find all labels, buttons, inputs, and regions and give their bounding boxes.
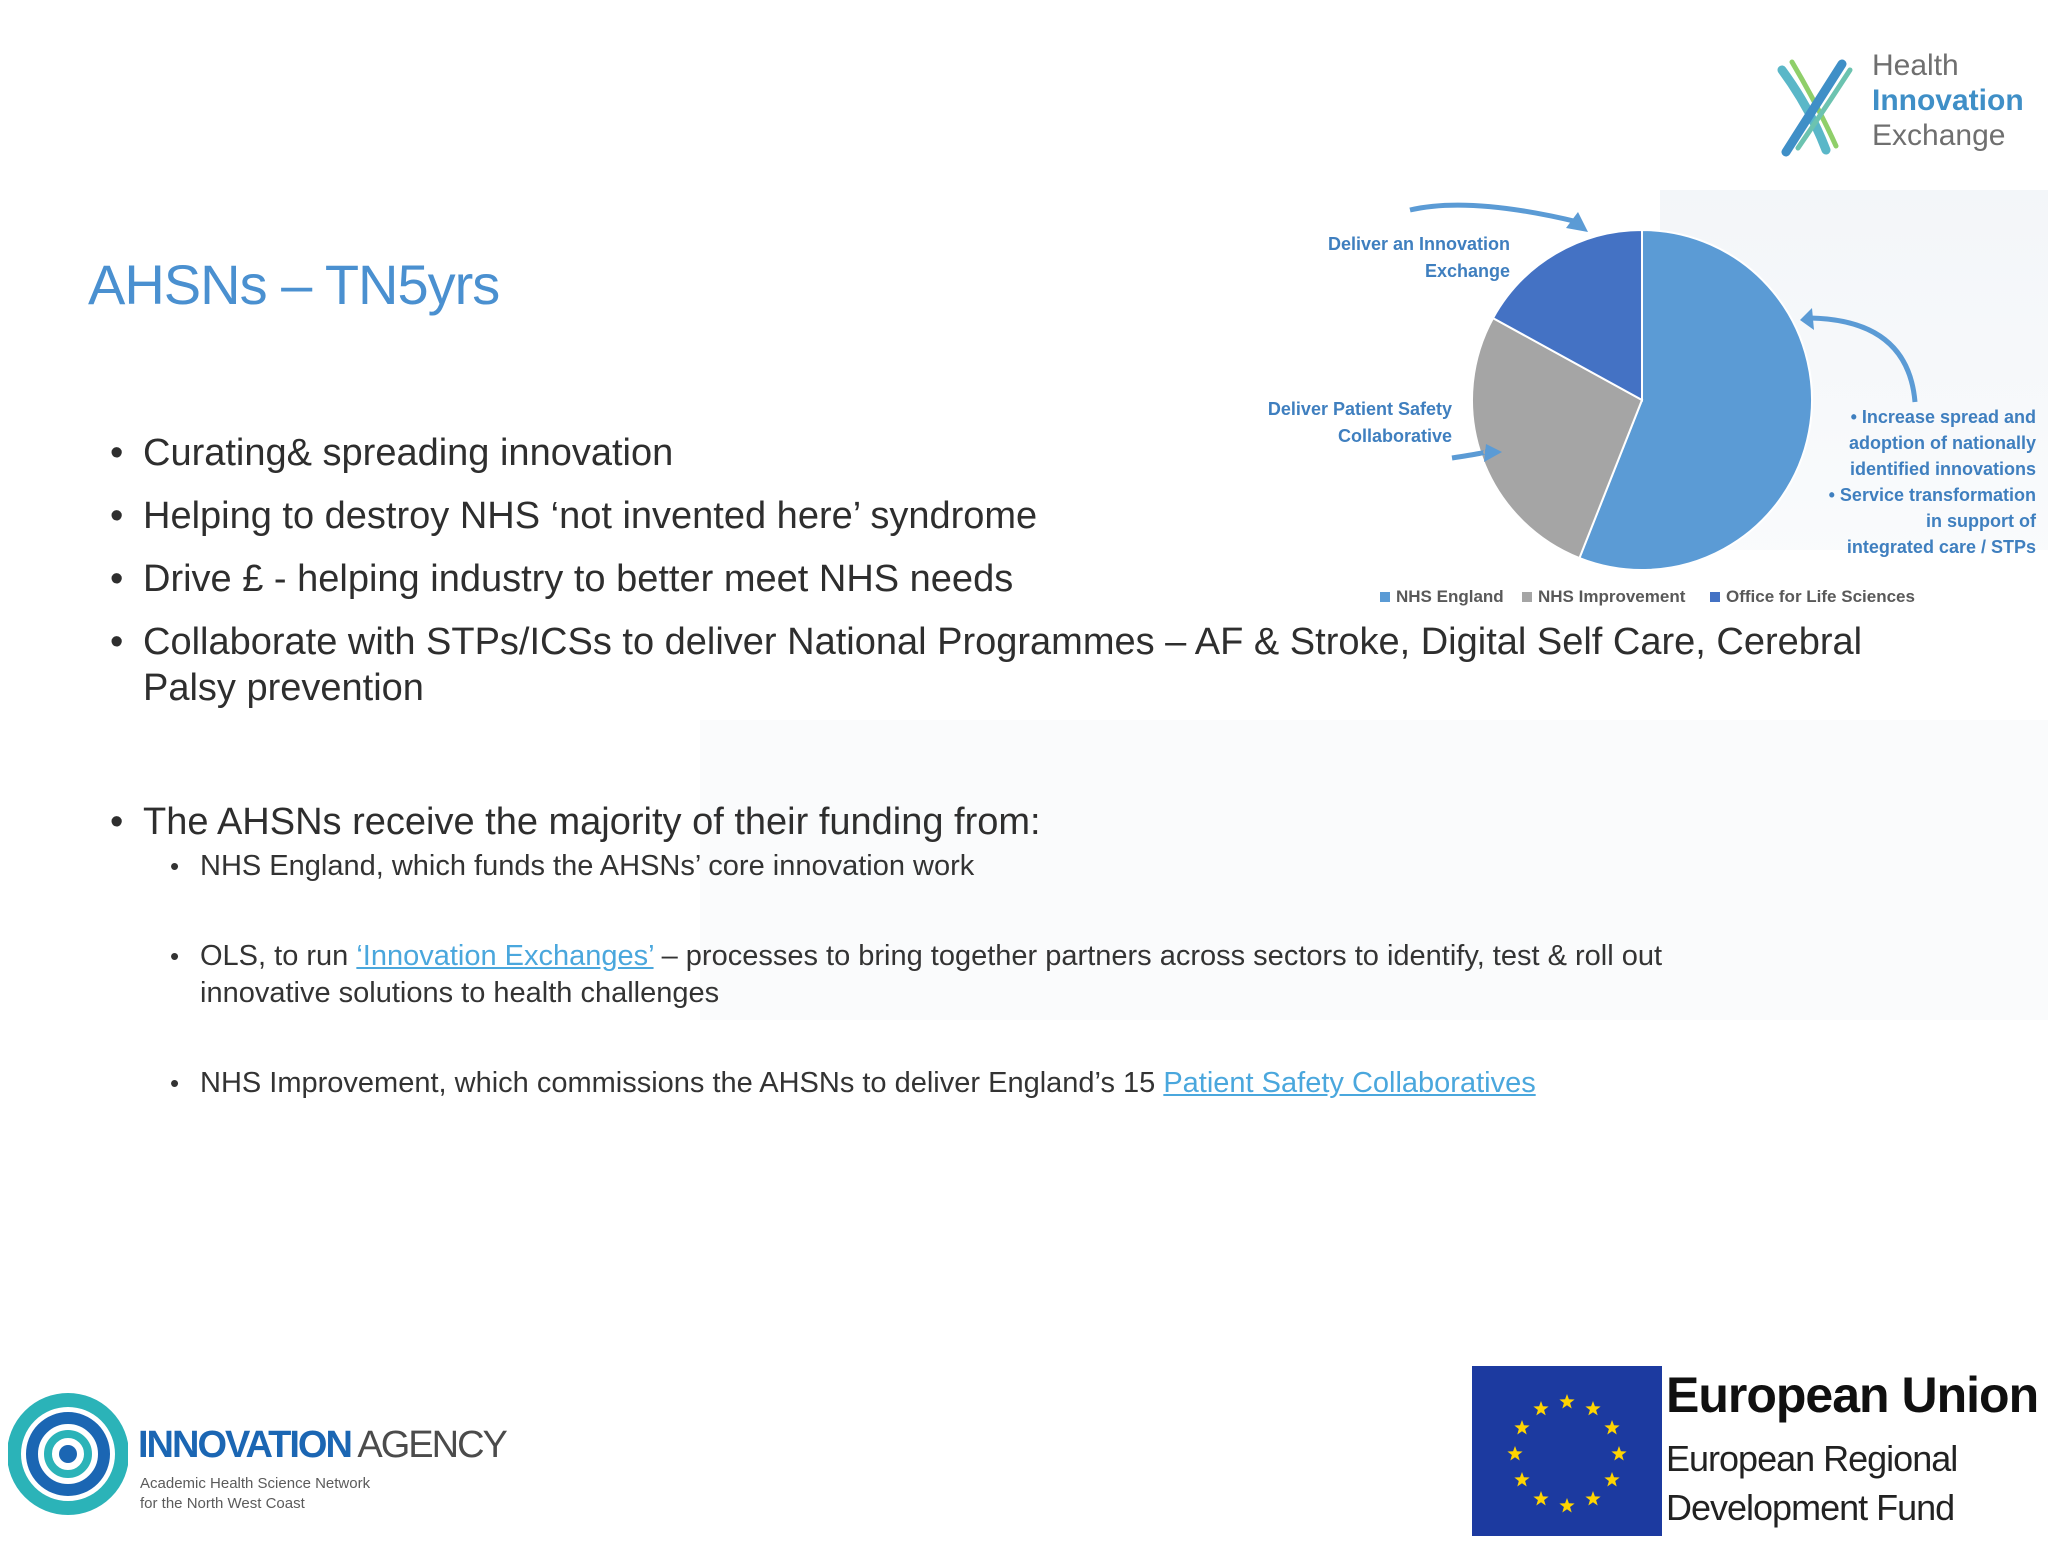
main-bullet-list — [110, 430, 1870, 862]
eu-star-icon — [1559, 1498, 1574, 1513]
innovation-exchanges-link[interactable]: ‘Innovation Exchanges’ — [356, 940, 654, 972]
sub-bullet-nhs-improvement — [170, 1065, 1790, 1102]
innovation-agency-logo — [8, 1374, 128, 1534]
annotation-nhs-england-4: • Service transformation — [1828, 485, 2036, 505]
sub-bullet-text: OLS, to run — [200, 940, 357, 972]
eu-logo-text — [1666, 1366, 2048, 1536]
bullet-item: • Curating& spreading innovation — [110, 430, 1870, 476]
bullet-item: • Collaborate with STPs/ICSs to deliver National Programmes – AF & Stroke, Digital Self Care, Cerebral Palsy prevention — [110, 619, 1863, 711]
slide-title: AHSNs – TN5yrs — [88, 253, 500, 316]
eu-star-icon — [1585, 1491, 1600, 1506]
hie-word-exchange: Exchange — [1872, 119, 2006, 152]
funding-sub-bullet-list — [170, 848, 1790, 1102]
eu-title: European Union — [1666, 1367, 2039, 1423]
innovation-agency-name-rest: AGENCY — [350, 1424, 506, 1466]
innovation-agency-subtitle-1: Academic Health Science Network — [140, 1475, 371, 1492]
bullet-item: • Drive £ - helping industry to better meet NHS needs — [110, 556, 1870, 602]
annotation-patient-safety-1: Deliver Patient Safety — [1267, 399, 1452, 419]
eu-star-icon — [1604, 1472, 1619, 1487]
arrow-head — [1800, 308, 1814, 330]
eu-stars-icon — [1472, 1366, 1662, 1536]
eu-flag — [1472, 1366, 1662, 1536]
annotation-nhs-england-3: identified innovations — [1849, 459, 2036, 479]
eu-star-icon — [1604, 1420, 1619, 1435]
annotation-nhs-england-1: • Increase spread and — [1850, 407, 2036, 427]
patient-safety-collaboratives-link[interactable]: Patient Safety Collaboratives — [1163, 1067, 1536, 1099]
innovation-agency-subtitle-2: for the North West Coast — [140, 1495, 305, 1512]
innovation-agency-subtitle — [140, 1474, 400, 1514]
innovation-agency-name-bold: INNOVATION — [138, 1424, 351, 1466]
annotation-innovation-exchange-2: Exchange — [1424, 261, 1510, 281]
sub-bullet-text: – processes to bring together partners across sectors to identify, test & roll out innovative solutions to health challenges — [200, 940, 1663, 1009]
innovation-agency-name — [138, 1424, 506, 1467]
eu-star-icon — [1507, 1446, 1522, 1461]
arrow-nhs-england — [1810, 318, 1915, 402]
eu-star-icon — [1559, 1394, 1574, 1409]
eu-subtitle-line-1: European Regional — [1666, 1438, 1958, 1479]
eu-star-icon — [1533, 1401, 1548, 1415]
eu-star-icon — [1533, 1491, 1548, 1506]
eu-star-icon — [1585, 1401, 1600, 1415]
hie-word-innovation: Innovation — [1872, 84, 2024, 117]
hie-word-health: Health — [1872, 49, 1959, 82]
eu-subtitle — [1666, 1434, 1957, 1532]
legend-label-nhs-england: NHS England — [1396, 587, 1504, 606]
eu-star-icon — [1514, 1420, 1529, 1435]
eu-star-icon — [1514, 1472, 1529, 1487]
sub-bullet-text: NHS Improvement, which commissions the AHSNs to deliver England’s 15 — [200, 1067, 1164, 1099]
annotation-patient-safety-2: Collaborative — [1337, 426, 1452, 446]
bullet-item: • Helping to destroy NHS ‘not invented here’ syndrome — [110, 493, 1870, 539]
sub-bullet-text: NHS England, which funds the AHSNs’ core innovation work — [200, 850, 975, 882]
arrow-innovation-exchange — [1410, 205, 1578, 222]
annotation-innovation-exchange-1: Deliver an Innovation — [1327, 234, 1510, 254]
eu-star-icon — [1611, 1446, 1626, 1461]
annotation-nhs-england-5: in support of — [1926, 511, 2036, 531]
sub-bullet-nhs-england — [170, 848, 1790, 885]
legend-label-nhs-improvement: NHS Improvement — [1538, 587, 1686, 606]
sub-bullet-ols — [170, 938, 1790, 1012]
legend-label-office-for-life-sciences: Office for Life Sciences — [1726, 587, 1915, 606]
annotation-nhs-england-6: integrated care / STPs — [1846, 537, 2036, 557]
funding-heading: • The AHSNs receive the majority of their funding from: — [110, 799, 1870, 845]
hie-logo-text — [1872, 48, 2024, 153]
annotation-nhs-england-2: adoption of nationally — [1849, 433, 2036, 453]
eu-subtitle-line-2: Development Fund — [1666, 1487, 1955, 1528]
